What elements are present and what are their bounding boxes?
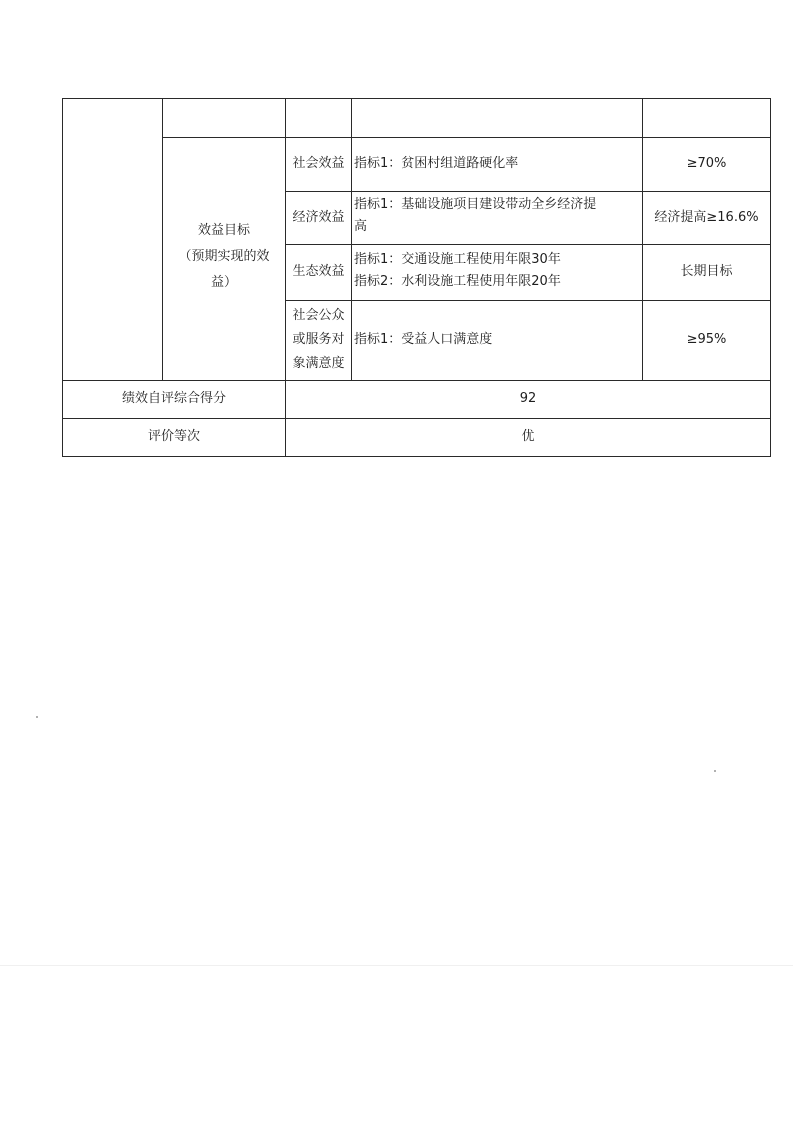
indicator-line: 指标1：基础设施项目建设带动全乡经济提 <box>354 197 597 212</box>
scan-speck <box>36 716 38 718</box>
indicator-cell: 指标1：受益人口满意度 <box>354 332 493 347</box>
table-rule <box>285 300 771 301</box>
table-rule <box>62 380 771 381</box>
table-rule <box>351 98 352 380</box>
category-cell: 社会效益 <box>292 156 345 171</box>
target-cell: ≥70% <box>686 156 727 171</box>
category-line: 或服务对 <box>292 332 345 347</box>
indicator-line: 指标1：交通设施工程使用年限30年 <box>354 252 561 267</box>
benefit-section-label <box>163 218 285 296</box>
table-rule <box>285 191 771 192</box>
indicator-cell: 指标1：贫困村组道路硬化率 <box>354 156 519 171</box>
indicator-line: 指标2：水利设施工程使用年限20年 <box>354 274 561 289</box>
grade-value: 优 <box>521 429 535 444</box>
scan-speck <box>714 770 716 772</box>
table-rule <box>62 456 771 457</box>
scan-line <box>0 965 793 966</box>
target-cell: ≥95% <box>686 332 727 347</box>
score-label: 绩效自评综合得分 <box>121 391 226 406</box>
table-rule <box>162 137 771 138</box>
indicator-cell <box>354 249 640 293</box>
benefit-section-label-line: 效益目标 <box>197 223 250 238</box>
target-cell: 长期目标 <box>680 264 733 279</box>
table-rule <box>770 98 771 457</box>
target-cell: 经济提高≥16.6% <box>654 210 759 225</box>
indicator-line: 高 <box>354 219 368 234</box>
table-rule <box>62 418 771 419</box>
table-rule <box>285 244 771 245</box>
score-value: 92 <box>519 391 537 406</box>
indicator-cell <box>354 194 640 238</box>
category-line: 社会公众 <box>292 308 345 323</box>
benefit-section-label-line: （预期实现的效 <box>178 249 270 264</box>
category-line: 象满意度 <box>292 356 345 371</box>
benefit-section-label-line: 益） <box>210 275 237 290</box>
grade-label: 评价等次 <box>147 429 200 444</box>
table-rule <box>62 98 771 99</box>
category-cell: 经济效益 <box>292 210 345 225</box>
category-cell <box>286 304 351 376</box>
category-cell: 生态效益 <box>292 264 345 279</box>
